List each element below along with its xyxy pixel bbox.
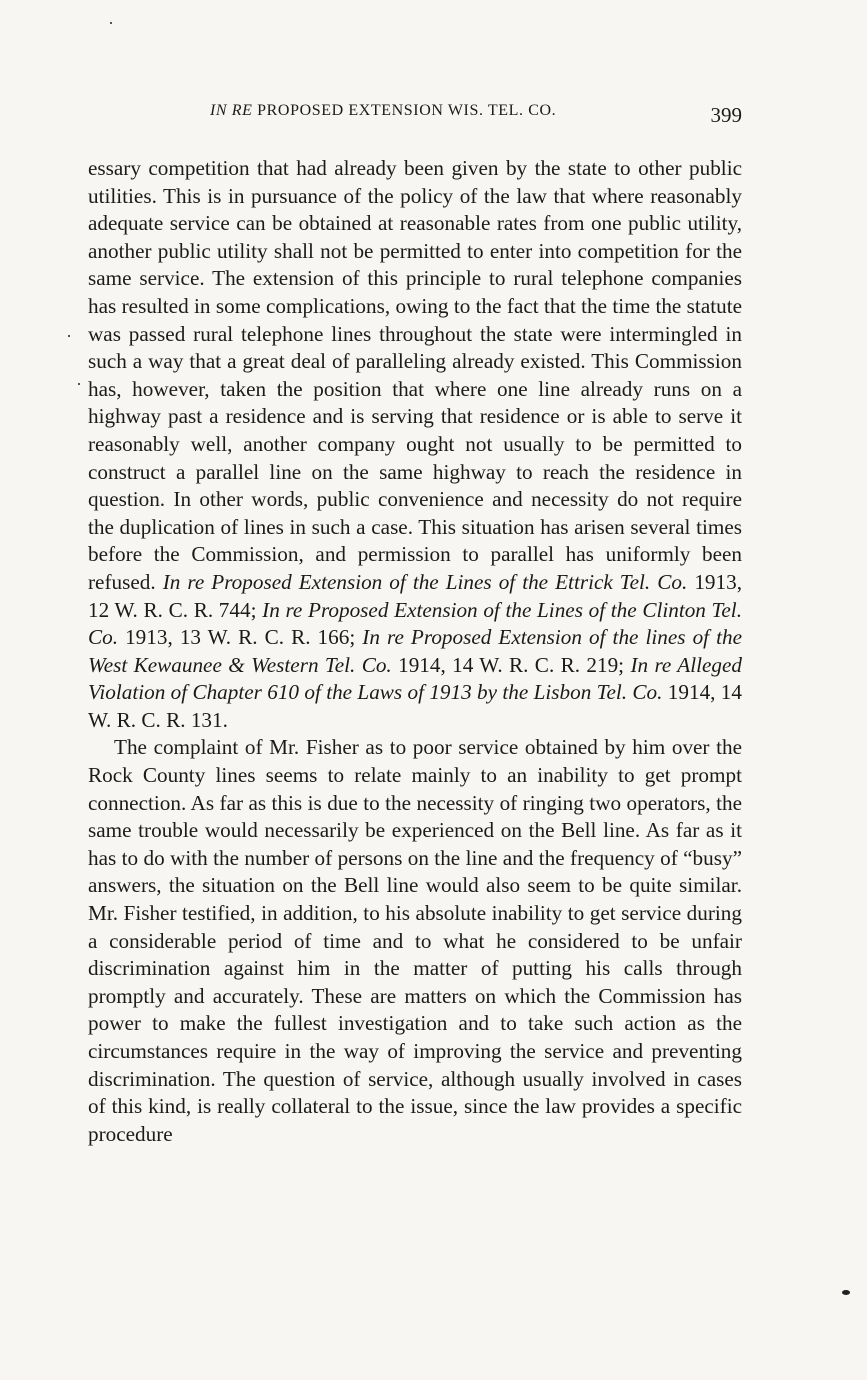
running-head: [210, 101, 556, 121]
text-segment: essary competition that had already been given by the state to other public utilities. This is in pursuance of the policy of the law that where reasonably adequate service can be obtained at reasonable rates from one public utility, another public utility shall not be permitted to enter into competition for the same service. The extension of this principle to rural telephone companies has resulted in some complications, owing to the fact that the time the statute was passed rural telephone lines throughout the state were intermingled in such a way that a great deal of paralleling already existed. This Commission has, however, taken the position that where one line already runs on a highway past a residence and is serving that residence or is able to serve it reasonably well, another company ought not usually to be permitted to construct a parallel line on the same highway to reach the residence in question. In other words, public convenience and necessity do not require the duplication of lines in such a case. This situation has arisen several times before the Commission, and permission to parallel has uniformly been refused.: [88, 156, 742, 594]
case-citation-title: In re Proposed Extension of the lines of the West Kewaunee & Western Tel. Co.: [88, 625, 743, 677]
ink-speck: [842, 1290, 850, 1295]
citation-reference: 1913, 13 W. R. C. R. 166;: [118, 625, 363, 650]
paragraph-1: [88, 155, 742, 734]
text-segment: The complaint of Mr. Fisher as to poor service obtained by him over the Rock County lines seems to relate mainly to an inability to get prompt connection. As far as this is due to the necessity of ringing two operators, the same trouble would necessarily be experienced on the Bell line. As far as it has to do with the number of persons on the line and the frequency of “busy” answers, the situation on the Bell line would also seem to be quite similar. Mr. Fisher testified, in addition, to his absolute inability to get service during a considerable period of time and to what he considered to be unfair discrimination against him in the matter of putting his calls through promptly and accurately. These are matters on which the Commission has power to make the fullest investigation and to take such action as the circumstances require in the way of improving the service and preventing discrimination. The question of service, although usually involved in cases of this kind, is really collateral to the issue, since the law provides a specific procedure: [88, 735, 742, 1146]
page-header: [88, 101, 742, 131]
case-citation-title: In re Proposed Extension of the Lines of the Ettrick Tel. Co.: [162, 569, 688, 594]
running-head-italic: IN RE: [210, 102, 253, 119]
case-citation-title: In re Alleged Violation of Chapter 610 of the Laws of 1913 by the Lisbon Tel. Co.: [88, 652, 743, 705]
paragraph-2: [88, 734, 742, 1148]
ink-speck: [68, 335, 70, 337]
running-head-title: PROPOSED EXTENSION WIS. TEL. CO.: [257, 102, 557, 119]
citation-reference: 1913, 12 W. R. C. R. 744;: [88, 569, 743, 622]
body-text: [88, 155, 742, 1148]
ink-speck: [78, 383, 80, 385]
citation-reference: 1914, 14 W. R. C. R. 219;: [391, 652, 631, 677]
ink-speck: [110, 22, 112, 24]
case-citation-title: In re Proposed Extension of the Lines of the Clinton Tel. Co.: [88, 597, 742, 650]
citation-reference: 1914, 14 W. R. C. R. 131.: [88, 680, 742, 732]
page-number: 399: [710, 103, 742, 127]
